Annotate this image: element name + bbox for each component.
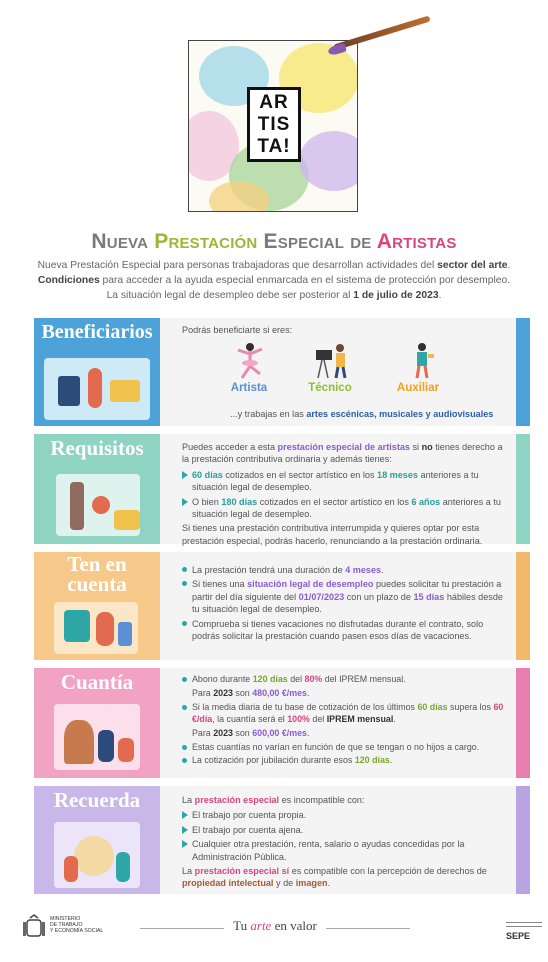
ministry-name: Y ECONOMÍA SOCIAL [50,928,104,934]
section-title: Requisitos [50,436,144,460]
section-title: Cuantía [60,670,134,694]
ministry-name: DE TRABAJO [50,922,83,928]
section-stripe [516,668,530,778]
role-label-auxiliar: Auxiliar [396,382,440,394]
ministry-logo [22,914,122,944]
recuerda-intro: La prestación especial es incompatible con: [182,795,365,805]
slogan: Tu arte en valor [233,918,317,933]
artista-logo [247,87,301,162]
cuantia-amount: Para 2023 son 600,00 €/mes. [192,727,310,738]
sepe-logo [506,922,542,941]
section-recuerda [34,786,530,894]
recuerda-item: El trabajo por cuenta ajena. [182,824,506,836]
cuantia-illustration [34,668,160,778]
coat-of-arms-icon [22,914,46,942]
section-ten-en-cuenta [34,552,530,660]
cuantia-item: La cotización por jubilación durante esos 120 días. [182,755,506,767]
recuerda-item: El trabajo por cuenta propia. [182,809,506,821]
requisitos-item: 60 días cotizados en el sector artístico en los 18 meses anteriores a tu situación legal de desempleo. [182,469,506,494]
sepe-label: SEPE [506,931,531,941]
beneficiarios-illustration [34,318,160,426]
ten-en-cuenta-item: Si tienes una situación legal de desempleo puedes solicitar tu prestación a partir del día siguiente del 01/07/2023 con un plazo de 15 días hábiles desde tu situación legal de desempleo. [182,578,506,615]
intro-text: Nueva Prestación Especial para personas trabajadoras que desarrollan actividades del sector del arte. Condiciones para acceder a la ayuda especial enmarcada en el sistema de protección por desempleo. La situación legal de desempleo debe ser posterior al 1 de julio de 2023. [37,260,511,301]
ministry-name: MINISTERIO [50,916,81,922]
section-stripe [516,552,530,660]
logo-line-3: TA! [257,136,291,157]
role-label-artista: Artista [230,382,268,394]
logo-line-1: AR [259,92,289,113]
ten-en-cuenta-item: Comprueba si tienes vacaciones no disfrutadas durante el contrato, solo podrás solicitar la prestación cuando pasen esos días de vacaciones. [182,618,506,643]
section-requisitos [34,434,530,544]
section-stripe [516,318,530,426]
recuerda-illustration [34,786,160,894]
ten-en-cuenta-illustration [34,552,160,660]
beneficiarios-lead: Podrás beneficiarte si eres: [182,325,293,335]
artist-dancer-icon [230,340,270,380]
section-beneficiarios [34,318,530,426]
requisitos-illustration [34,434,160,544]
section-title: Ten en cuenta [67,552,127,596]
section-stripe [516,434,530,544]
logo-line-2: TIS [257,114,291,135]
ten-en-cuenta-item: La prestación tendrá una duración de 4 meses. [182,564,506,576]
cuantia-item: Si la media diaria de tu base de cotización de los últimos 60 días supera los 60 €/día, la cuantía será el 100% del IPREM mensual. [182,702,506,726]
technician-camera-icon [312,340,352,380]
page-title: NUEVA PRESTACIÓN ESPECIAL DE ARTISTAS [91,230,457,253]
requisitos-intro: Puedes acceder a esta prestación especial de artistas si no tienes derecho a la prestación contributiva ordinaria y además tienes: [182,442,503,465]
section-stripe [516,786,530,894]
assistant-auxiliary-icon [402,340,442,380]
cuantia-item: Estas cuantías no varían en función de que se tengan o no hijos a cargo. [182,742,506,754]
section-title: Recuerda [53,788,141,812]
requisitos-item: O bien 180 días cotizados en el sector artístico en los 6 años anteriores a tu situación legal de desempleo. [182,496,506,521]
cuantia-item: Abono durante 120 días del 80% del IPREM mensual. [182,674,506,686]
recuerda-item: Cualquier otra prestación, renta, salario o ayudas concedidas por la Administración Pública. [182,838,506,863]
divider [326,928,410,929]
role-label-tecnico: Técnico [308,382,352,394]
recuerda-note: La prestación especial sí es compatible con la percepción de derechos de propiedad intelectual y de imagen. [182,866,487,889]
section-title: Beneficiarios [41,321,153,343]
beneficiarios-footer: ...y trabajas en las artes escénicas, musicales y audiovisuales [230,409,494,419]
cuantia-amount: Para 2023 son 480,00 €/mes. [192,687,310,698]
requisitos-note: Si tienes una prestación contributiva interrumpida y quieres optar por esta prestación especial, podrás hacerlo, renunciando a la prestación ordinaria. [182,523,483,546]
section-cuantia [34,668,530,778]
paintbrush-icon [333,16,430,51]
